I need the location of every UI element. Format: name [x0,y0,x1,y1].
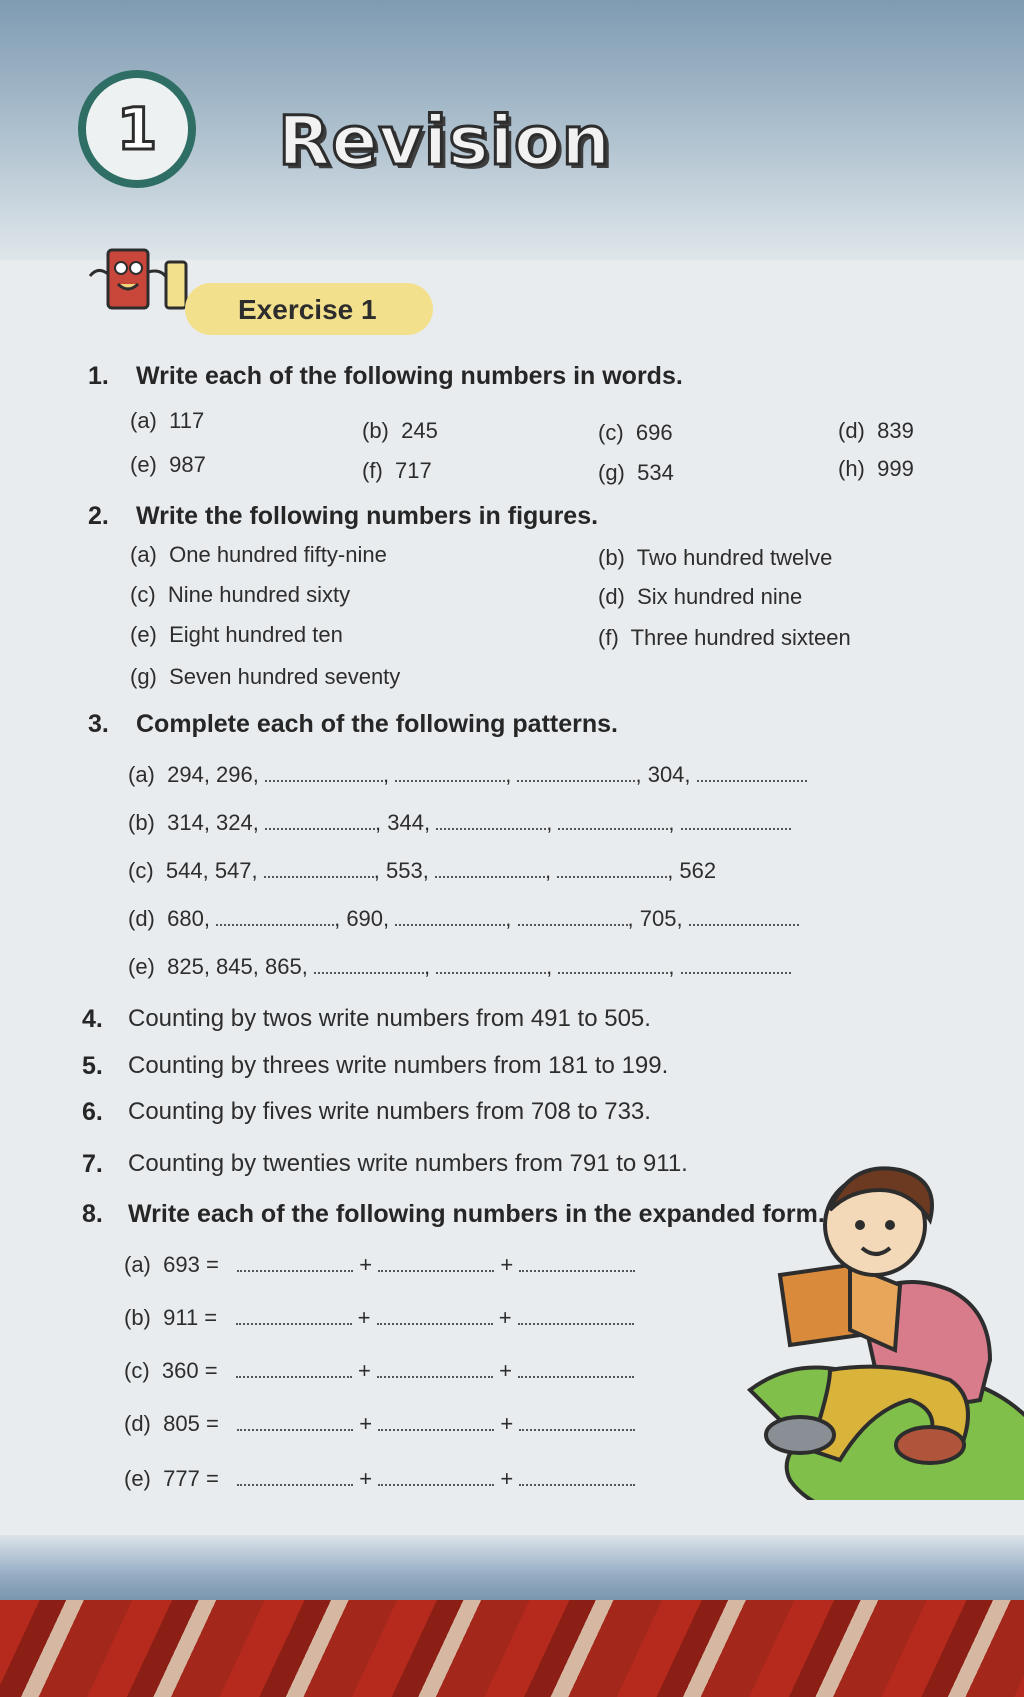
chapter-number: 1 [116,95,158,163]
q3-item-e: (e) 825, 845, 865, , , , [128,954,791,980]
page-bottom-band [0,1535,1024,1610]
q1-item-c: (c) 696 [598,420,673,445]
q8-item-e: (e) 777 = + + [124,1466,635,1492]
q5-number: 5. [82,1052,103,1080]
book-mascot-icon [86,242,196,320]
q8-item-b: (b) 911 = + + [124,1305,634,1331]
q8-item-d: (d) 805 = + + [124,1411,635,1437]
q3-item-b: (b) 314, 324, , 344, , , [128,810,791,836]
q1-item-f: (f) 717 [362,458,432,483]
q6-text: Counting by fives write numbers from 708 to 733. [128,1098,651,1125]
q1-item-e: (e) 987 [130,452,206,477]
q3-item-c: (c) 544, 547, , 553, , , 562 [128,858,717,883]
q2-text: Write the following numbers in figures. [136,502,599,530]
q2-item-c: (c) Nine hundred sixty [130,582,351,607]
q1-item-a: (a) 117 [130,408,205,433]
q8-item-a: (a) 693 = + + [124,1252,635,1278]
q1-item-b: (b) 245 [362,418,438,443]
q6-number: 6. [82,1098,103,1126]
q1-item-d: (d) 839 [838,418,914,443]
q2-item-f: (f) Three hundred sixteen [598,625,851,650]
q3-item-d: (d) 680, , 690, , , 705, [128,906,799,932]
q3-text: Complete each of the following patterns. [136,710,618,738]
q3-number: 3. [88,710,109,738]
q2-item-e: (e) Eight hundred ten [130,622,343,647]
chapter-title: Revision [278,102,612,181]
background-carpet [0,1600,1024,1697]
q3-item-a: (a) 294, 296, , , , 304, [128,762,807,788]
q7-text: Counting by twenties write numbers from 791 to 911. [128,1150,688,1177]
q2-number: 2. [88,502,109,530]
chapter-number-badge [78,70,196,188]
q4-text: Counting by twos write numbers from 491 to 505. [128,1005,651,1032]
q2-item-d: (d) Six hundred nine [598,584,803,609]
q7-number: 7. [82,1150,103,1178]
q1-item-g: (g) 534 [598,460,674,485]
q5-text: Counting by threes write numbers from 181 to 199. [128,1052,669,1079]
q2-item-a: (a) One hundred fifty-nine [130,542,387,567]
boy-reading-illustration [740,1140,1024,1500]
q8-item-c: (c) 360 = + + [124,1358,634,1384]
q1-text: Write each of the following numbers in words. [136,362,683,390]
q1-number: 1. [88,362,109,390]
exercise-label: Exercise 1 [238,294,377,325]
q1-item-h: (h) 999 [838,456,914,481]
q2-item-g: (g) Seven hundred seventy [130,664,401,689]
q8-number: 8. [82,1200,103,1228]
q2-item-b: (b) Two hundred twelve [598,545,833,570]
q4-number: 4. [82,1005,103,1033]
q8-text: Write each of the following numbers in the expanded form. [128,1200,825,1228]
